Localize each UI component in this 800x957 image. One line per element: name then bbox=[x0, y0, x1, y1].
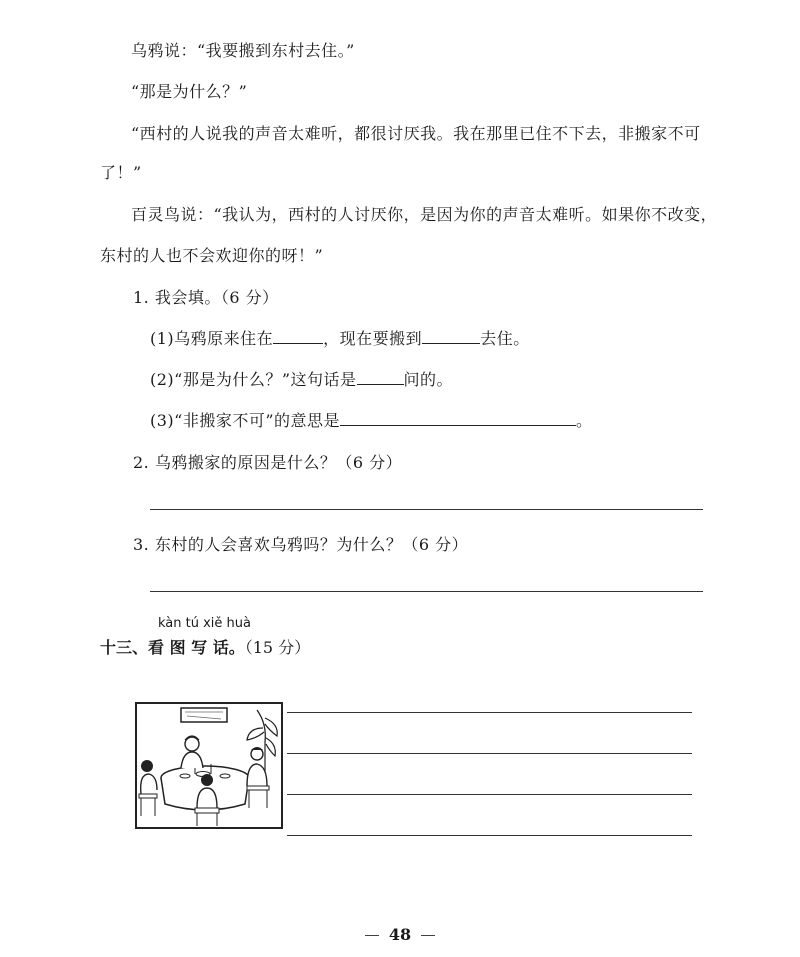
question-3-answer-line[interactable] bbox=[150, 591, 703, 592]
q1-sub2-text-a: (2)“那是为什么？”这句话是 bbox=[150, 370, 357, 389]
question-1-sub-1 bbox=[150, 326, 530, 349]
story-line-2: “那是为什么？” bbox=[131, 82, 248, 101]
question-1-sub-2 bbox=[150, 367, 453, 390]
story-line-4: 了！” bbox=[100, 163, 142, 182]
q1-sub2-text-b: 问的。 bbox=[403, 370, 454, 389]
question-1-sub-3 bbox=[150, 408, 593, 431]
q1-sub1-text-c: 去住。 bbox=[480, 329, 530, 348]
section-13-punct: 。 bbox=[228, 638, 245, 657]
story-line-5: 百灵鸟说：“我认为，西村的人讨厌你，是因为你的声音太难听。如果你不改变， bbox=[131, 205, 718, 224]
blank-who-asked[interactable] bbox=[357, 383, 404, 385]
page-number-dash-left bbox=[365, 935, 379, 936]
blank-new-village[interactable] bbox=[422, 342, 480, 344]
question-2-answer-line[interactable] bbox=[150, 509, 703, 510]
question-2-title: 2. 乌鸦搬家的原因是什么？（6 分） bbox=[133, 453, 403, 472]
q1-sub3-text-b: 。 bbox=[576, 411, 593, 430]
blank-meaning[interactable] bbox=[340, 424, 576, 426]
question-3-title: 3. 东村的人会喜欢乌鸦吗？为什么？（6 分） bbox=[133, 535, 469, 554]
section-13-pinyin: kàn tú xiě huà bbox=[158, 616, 251, 631]
q1-sub1-text-a: (1)乌鸦原来住在 bbox=[150, 329, 274, 348]
writing-line-4[interactable] bbox=[287, 835, 692, 836]
story-line-6: 东村的人也不会欢迎你的呀！” bbox=[100, 246, 324, 265]
writing-line-1[interactable] bbox=[287, 712, 692, 713]
story-line-1: 乌鸦说：“我要搬到东村去住。” bbox=[131, 41, 355, 60]
section-13-heading bbox=[100, 635, 310, 658]
page-number-dash-right bbox=[421, 935, 435, 936]
writing-line-3[interactable] bbox=[287, 794, 692, 795]
section-13-number: 十三、 bbox=[100, 638, 149, 657]
dinner-scene-illustration bbox=[137, 704, 281, 827]
writing-line-2[interactable] bbox=[287, 753, 692, 754]
question-1-title: 1. 我会填。（6 分） bbox=[133, 288, 279, 307]
blank-original-village[interactable] bbox=[273, 342, 323, 344]
dinner-table-picture bbox=[135, 702, 283, 829]
q1-sub3-text-a: (3)“非搬家不可”的意思是 bbox=[150, 411, 341, 430]
story-line-3: “西村的人说我的声音太难听，都很讨厌我。我在那里已住不下去，非搬家不可 bbox=[131, 124, 701, 143]
section-13-score: （15 分） bbox=[244, 638, 311, 657]
page-number bbox=[0, 925, 800, 944]
section-13-title: 看 图 写 话 bbox=[148, 638, 229, 657]
page-number-value: 48 bbox=[388, 925, 412, 944]
q1-sub1-text-b: ，现在要搬到 bbox=[323, 329, 423, 348]
